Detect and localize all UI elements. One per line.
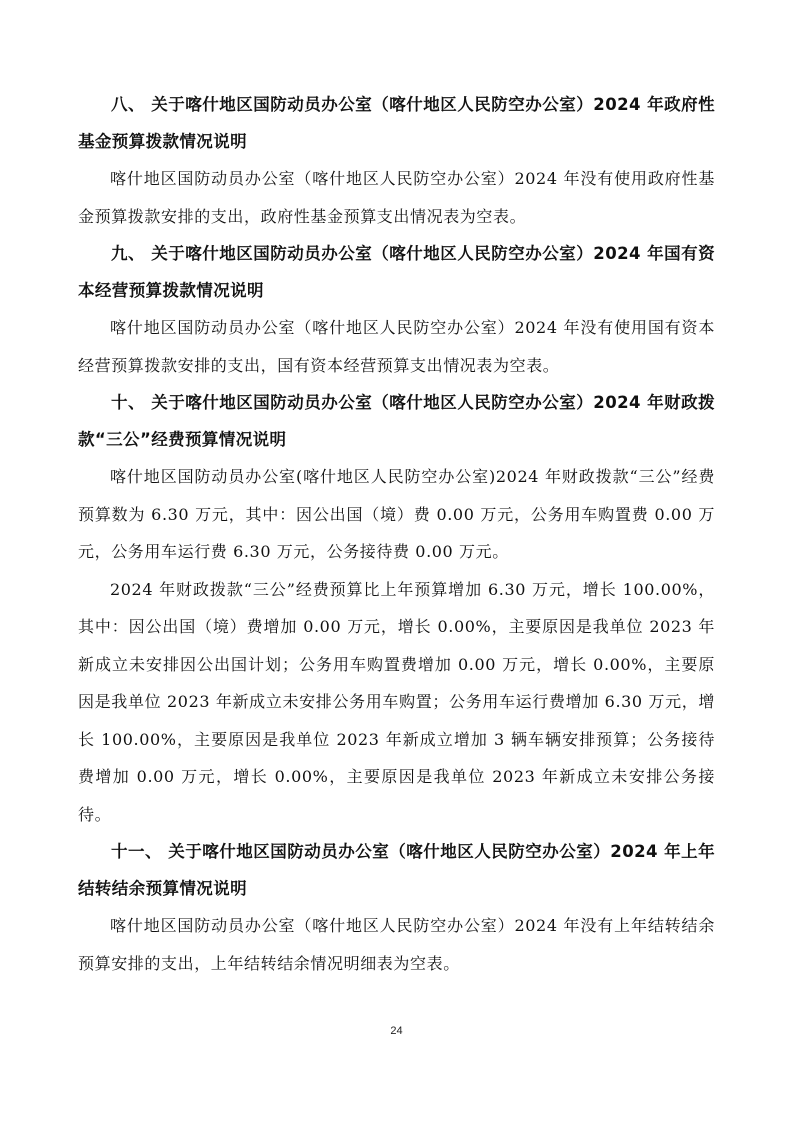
section-heading: 十一、 关于喀什地区国防动员办公室（喀什地区人民防空办公室）2024 年上年结转结余预算情况说明 (78, 842, 715, 898)
section-9 (78, 235, 715, 384)
section-paragraph: 喀什地区国防动员办公室（喀什地区人民防空办公室）2024 年没有使用国有资本经营预算拨款安排的支出，国有资本经营预算支出情况表为空表。 (78, 318, 715, 375)
document-body (78, 86, 715, 982)
section-paragraph: 喀什地区国防动员办公室（喀什地区人民防空办公室）2024 年没有使用政府性基金预算拨款安排的支出，政府性基金预算支出情况表为空表。 (78, 169, 715, 226)
section-11 (78, 833, 715, 982)
page-number: 24 (390, 1025, 403, 1037)
section-paragraph: 喀什地区国防动员办公室(喀什地区人民防空办公室)2024 年财政拨款“三公”经费预算数为 6.30 万元，其中：因公出国（境）费 0.00 万元，公务用车购置费 0.00 万元，公务用车运行费 6.30 万元，公务接待费 0.00 万元。 (78, 467, 715, 561)
section-paragraph: 2024 年财政拨款“三公”经费预算比上年预算增加 6.30 万元，增长 100.00%，其中：因公出国（境）费增加 0.00 万元，增长 0.00%，主要原因是我单位 2023 年新成立未安排因公出国计划；公务用车购置费增加 0.00 万元，增长 0.00%，主要原因是我单位 2023 年新成立未安排公务用车购置；公务用车运行费增加 6.30 万元，增长 100.00%，主要原因是我单位 2023 年新成立增加 3 辆车辆安排预算；公务接待费增加 0.00 万元，增长 0.00%，主要原因是我单位 2023 年新成立未安排公务接待。 (78, 579, 715, 824)
section-10 (78, 384, 715, 833)
section-8 (78, 86, 715, 235)
section-heading: 九、 关于喀什地区国防动员办公室（喀什地区人民防空办公室）2024 年国有资本经营预算拨款情况说明 (78, 244, 715, 300)
section-heading: 十、 关于喀什地区国防动员办公室（喀什地区人民防空办公室）2024 年财政拨款“三公”经费预算情况说明 (78, 393, 715, 449)
section-heading: 八、 关于喀什地区国防动员办公室（喀什地区人民防空办公室）2024 年政府性基金预算拨款情况说明 (78, 95, 715, 151)
section-paragraph: 喀什地区国防动员办公室（喀什地区人民防空办公室）2024 年没有上年结转结余预算安排的支出，上年结转结余情况明细表为空表。 (78, 916, 715, 973)
